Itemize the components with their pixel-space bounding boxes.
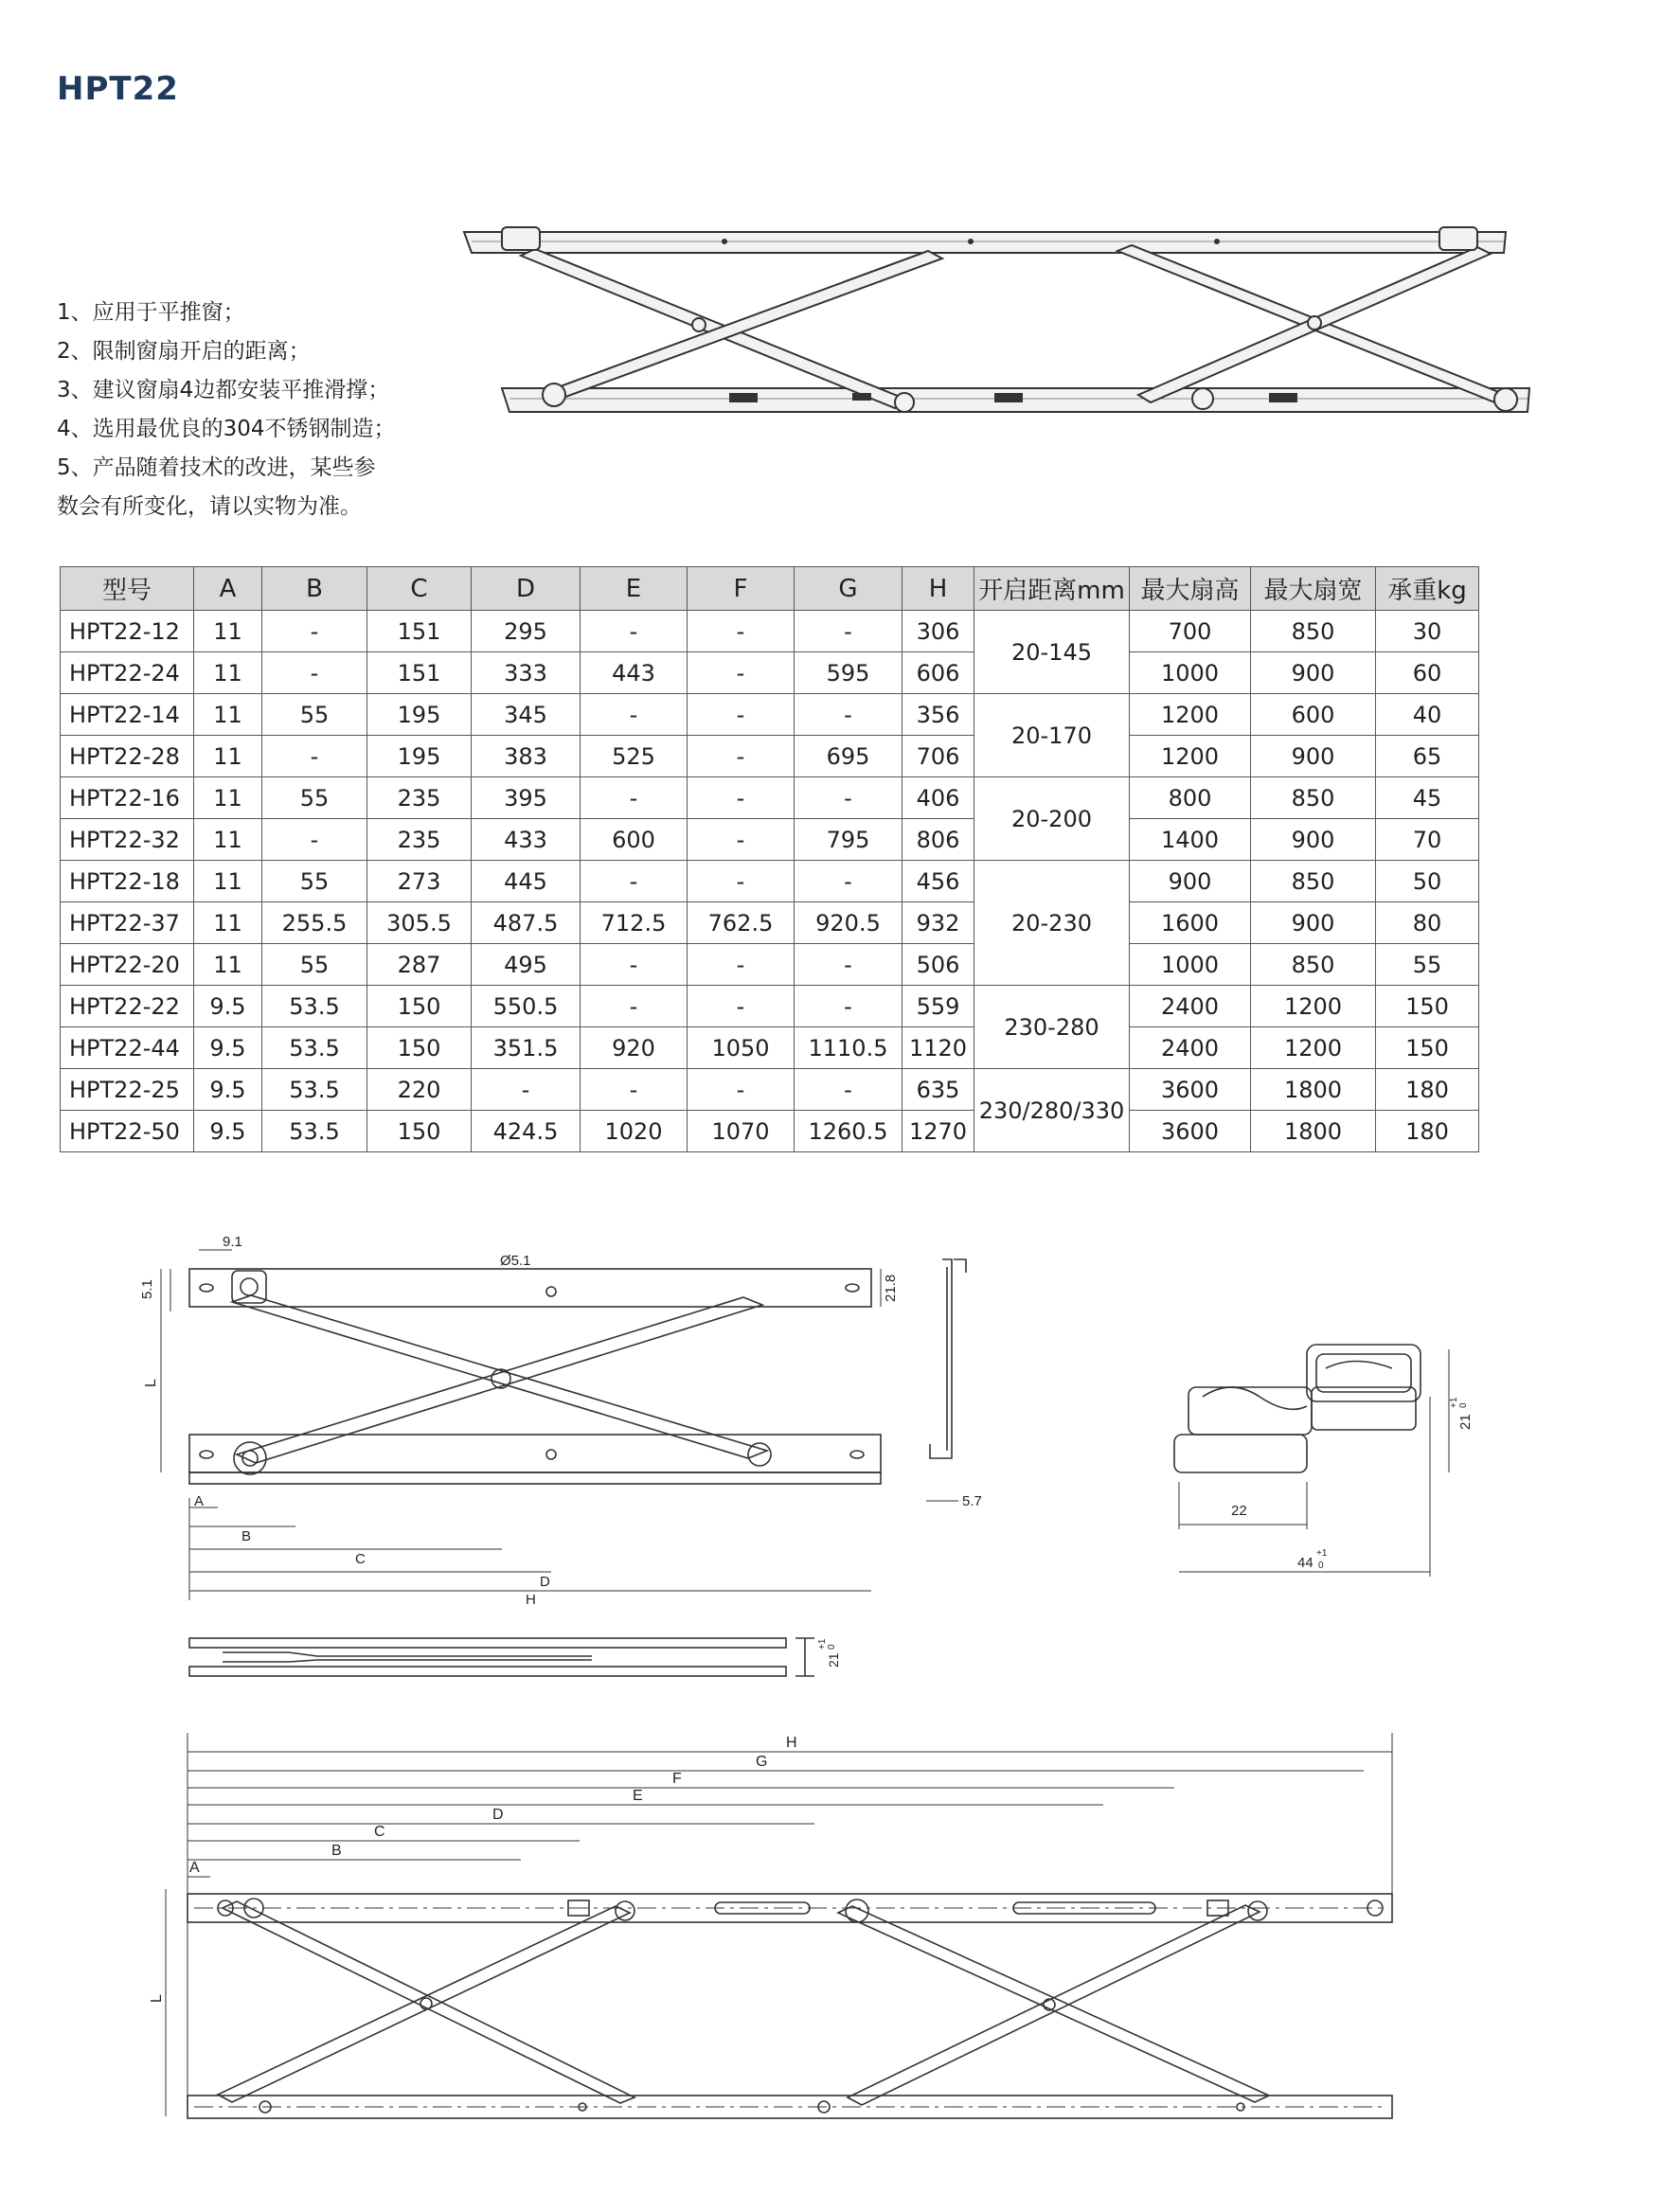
dim-5-7: 5.7 <box>962 1493 982 1509</box>
spec-table <box>60 566 1479 1152</box>
dim-9-1: 9.1 <box>223 1234 242 1250</box>
table-row <box>61 1111 1479 1152</box>
dim-C-double: C <box>374 1824 385 1840</box>
table-cell: 11 <box>194 694 262 736</box>
table-cell: 53.5 <box>262 986 367 1027</box>
table-cell: 395 <box>472 777 581 819</box>
table-cell: 150 <box>367 1111 472 1152</box>
model-cell: HPT22-24 <box>61 652 194 694</box>
table-cell: 600 <box>1251 694 1376 736</box>
table-cell: 1200 <box>1251 986 1376 1027</box>
table-cell: 487.5 <box>472 902 581 944</box>
table-cell: - <box>262 652 367 694</box>
table-cell: - <box>795 986 902 1027</box>
table-cell: 345 <box>472 694 581 736</box>
table-header-cell: 最大扇宽 <box>1251 567 1376 611</box>
table-cell: 180 <box>1376 1111 1479 1152</box>
table-cell: 180 <box>1376 1069 1479 1111</box>
table-cell: 712.5 <box>581 902 688 944</box>
table-cell: - <box>795 1069 902 1111</box>
table-cell: 1050 <box>688 1027 795 1069</box>
table-header-cell: B <box>262 567 367 611</box>
table-cell: 80 <box>1376 902 1479 944</box>
table-cell: 30 <box>1376 611 1479 652</box>
table-header-cell: E <box>581 567 688 611</box>
table-cell: 424.5 <box>472 1111 581 1152</box>
model-cell: HPT22-37 <box>61 902 194 944</box>
table-cell: - <box>581 1069 688 1111</box>
table-cell: 795 <box>795 819 902 861</box>
dim-21-profile: 21 <box>826 1652 841 1668</box>
table-cell: 11 <box>194 777 262 819</box>
table-cell: 333 <box>472 652 581 694</box>
table-header-cell: 承重kg <box>1376 567 1479 611</box>
table-cell: 50 <box>1376 861 1479 902</box>
table-cell: 595 <box>795 652 902 694</box>
model-cell: HPT22-18 <box>61 861 194 902</box>
table-cell: 151 <box>367 652 472 694</box>
hinge-detail-drawing <box>1165 1340 1506 1586</box>
table-row <box>61 611 1479 652</box>
table-cell: - <box>795 694 902 736</box>
table-cell: 235 <box>367 777 472 819</box>
table-cell: 150 <box>367 986 472 1027</box>
table-cell: - <box>581 861 688 902</box>
dim-B-double: B <box>331 1843 342 1859</box>
opening-range-cell: 20-145 <box>974 611 1130 694</box>
table-cell: 762.5 <box>688 902 795 944</box>
tol-44-zero: 0 <box>1318 1561 1324 1571</box>
opening-range-cell: 230/280/330 <box>974 1069 1130 1152</box>
model-cell: HPT22-22 <box>61 986 194 1027</box>
table-cell: 920.5 <box>795 902 902 944</box>
table-cell: - <box>688 1069 795 1111</box>
table-cell: - <box>795 944 902 986</box>
table-cell: 305.5 <box>367 902 472 944</box>
table-cell: 11 <box>194 861 262 902</box>
table-cell: 65 <box>1376 736 1479 777</box>
note-line: 4、选用最优良的304不锈钢制造； <box>57 417 396 441</box>
dim-L-double: L <box>149 1994 165 2003</box>
note-line: 3、建议窗扇4边都安装平推滑撑； <box>57 378 390 402</box>
table-cell: - <box>795 777 902 819</box>
table-cell: 2400 <box>1130 986 1251 1027</box>
dimension-drawing-main <box>139 1231 994 1610</box>
table-header-cell: 开启距离mm <box>974 567 1130 611</box>
dim-L: L <box>143 1379 159 1387</box>
table-cell: 295 <box>472 611 581 652</box>
table-cell: - <box>581 986 688 1027</box>
table-cell: - <box>581 777 688 819</box>
table-cell: 356 <box>902 694 974 736</box>
table-cell: 273 <box>367 861 472 902</box>
table-cell: 920 <box>581 1027 688 1069</box>
model-cell: HPT22-12 <box>61 611 194 652</box>
table-cell: 53.5 <box>262 1027 367 1069</box>
table-header-cell: 型号 <box>61 567 194 611</box>
tol-21-profile-zero: 0 <box>827 1644 837 1650</box>
dim-D-double: D <box>492 1807 504 1823</box>
table-cell: - <box>262 819 367 861</box>
dim-G-double: G <box>756 1754 768 1770</box>
table-row <box>61 944 1479 986</box>
table-cell: 45 <box>1376 777 1479 819</box>
table-cell: 53.5 <box>262 1069 367 1111</box>
opening-range-cell: 230-280 <box>974 986 1130 1069</box>
table-cell: - <box>688 944 795 986</box>
model-cell: HPT22-14 <box>61 694 194 736</box>
table-cell: 1200 <box>1251 1027 1376 1069</box>
table-row <box>61 694 1479 736</box>
table-cell: 55 <box>1376 944 1479 986</box>
model-cell: HPT22-50 <box>61 1111 194 1152</box>
dim-21-8: 21.8 <box>883 1274 899 1302</box>
table-cell: 1200 <box>1130 694 1251 736</box>
table-cell: 235 <box>367 819 472 861</box>
table-header-cell: H <box>902 567 974 611</box>
dim-C: C <box>355 1551 366 1567</box>
table-header-cell: G <box>795 567 902 611</box>
dim-A-double: A <box>189 1860 200 1876</box>
table-header-cell: A <box>194 567 262 611</box>
table-cell: 1110.5 <box>795 1027 902 1069</box>
table-cell: 3600 <box>1130 1069 1251 1111</box>
table-cell: 150 <box>1376 986 1479 1027</box>
table-cell: 559 <box>902 986 974 1027</box>
table-cell: 383 <box>472 736 581 777</box>
table-cell: 550.5 <box>472 986 581 1027</box>
tol-21-profile: +1 <box>817 1638 828 1650</box>
table-cell: 1200 <box>1130 736 1251 777</box>
table-cell: 456 <box>902 861 974 902</box>
page-title: HPT22 <box>57 70 179 108</box>
table-cell: 195 <box>367 694 472 736</box>
table-row <box>61 777 1479 819</box>
model-cell: HPT22-44 <box>61 1027 194 1069</box>
table-cell: 1400 <box>1130 819 1251 861</box>
table-cell: - <box>688 652 795 694</box>
tol-21-zero: 0 <box>1458 1402 1469 1408</box>
table-cell: 1600 <box>1130 902 1251 944</box>
table-row <box>61 902 1479 944</box>
table-cell: 525 <box>581 736 688 777</box>
table-cell: 151 <box>367 611 472 652</box>
model-cell: HPT22-28 <box>61 736 194 777</box>
table-cell: 11 <box>194 944 262 986</box>
table-cell: 150 <box>1376 1027 1479 1069</box>
table-cell: 351.5 <box>472 1027 581 1069</box>
table-cell: 850 <box>1251 944 1376 986</box>
table-cell: 55 <box>262 944 367 986</box>
table-cell: 70 <box>1376 819 1479 861</box>
tol-44: +1 <box>1316 1548 1328 1559</box>
table-cell: 1270 <box>902 1111 974 1152</box>
table-cell: 445 <box>472 861 581 902</box>
table-cell: 1800 <box>1251 1069 1376 1111</box>
table-cell: 932 <box>902 902 974 944</box>
table-cell: 443 <box>581 652 688 694</box>
dim-E-double: E <box>633 1788 643 1804</box>
table-cell: - <box>688 694 795 736</box>
closed-profile-drawing <box>185 1633 942 1690</box>
table-cell: - <box>581 944 688 986</box>
table-cell: - <box>795 861 902 902</box>
opening-range-cell: 20-230 <box>974 861 1130 986</box>
table-cell: 900 <box>1130 861 1251 902</box>
table-row <box>61 652 1479 694</box>
table-cell: 850 <box>1251 777 1376 819</box>
table-cell: 1000 <box>1130 652 1251 694</box>
table-cell: - <box>581 694 688 736</box>
dim-21-detail: 21 <box>1457 1414 1474 1430</box>
dimension-drawing-double <box>142 1719 1411 2164</box>
table-cell: 1800 <box>1251 1111 1376 1152</box>
table-cell: 60 <box>1376 652 1479 694</box>
table-cell: - <box>688 861 795 902</box>
dim-D: D <box>540 1574 550 1590</box>
table-cell: 495 <box>472 944 581 986</box>
table-cell: 9.5 <box>194 1069 262 1111</box>
table-cell: - <box>688 777 795 819</box>
table-cell: 287 <box>367 944 472 986</box>
note-line: 2、限制窗扇开启的距离； <box>57 339 311 364</box>
table-cell: 635 <box>902 1069 974 1111</box>
table-cell: 306 <box>902 611 974 652</box>
table-cell: 150 <box>367 1027 472 1069</box>
table-cell: 900 <box>1251 652 1376 694</box>
table-cell: 9.5 <box>194 1111 262 1152</box>
table-cell: 55 <box>262 861 367 902</box>
dim-22: 22 <box>1231 1503 1247 1519</box>
table-cell: 700 <box>1130 611 1251 652</box>
table-cell: 695 <box>795 736 902 777</box>
table-cell: 606 <box>902 652 974 694</box>
table-cell: 806 <box>902 819 974 861</box>
table-cell: 1070 <box>688 1111 795 1152</box>
table-cell: 900 <box>1251 819 1376 861</box>
table-row <box>61 736 1479 777</box>
table-cell: 55 <box>262 694 367 736</box>
table-cell: 433 <box>472 819 581 861</box>
dim-A: A <box>194 1493 205 1509</box>
dim-B: B <box>241 1528 252 1544</box>
table-row <box>61 1069 1479 1111</box>
table-cell: - <box>688 986 795 1027</box>
table-cell: - <box>262 736 367 777</box>
table-cell: 195 <box>367 736 472 777</box>
table-cell: 1120 <box>902 1027 974 1069</box>
model-cell: HPT22-16 <box>61 777 194 819</box>
dim-F-double: F <box>672 1771 682 1787</box>
table-cell: 11 <box>194 652 262 694</box>
table-cell: 55 <box>262 777 367 819</box>
table-cell: 900 <box>1251 902 1376 944</box>
table-cell: 220 <box>367 1069 472 1111</box>
table-cell: 11 <box>194 736 262 777</box>
tol-21: +1 <box>1449 1397 1459 1408</box>
table-cell: 850 <box>1251 861 1376 902</box>
table-cell: - <box>262 611 367 652</box>
note-line: 5、产品随着技术的改进，某些参 <box>57 455 376 480</box>
table-row <box>61 1027 1479 1069</box>
table-cell: 706 <box>902 736 974 777</box>
table-cell: 9.5 <box>194 986 262 1027</box>
table-cell: 506 <box>902 944 974 986</box>
table-cell: - <box>581 611 688 652</box>
table-header-cell: C <box>367 567 472 611</box>
table-header-cell: 最大扇高 <box>1130 567 1251 611</box>
table-cell: 850 <box>1251 611 1376 652</box>
dim-44: 44 <box>1297 1555 1314 1571</box>
model-cell: HPT22-32 <box>61 819 194 861</box>
table-row <box>61 861 1479 902</box>
table-cell: 1260.5 <box>795 1111 902 1152</box>
dim-5-1: 5.1 <box>139 1279 155 1299</box>
table-row <box>61 819 1479 861</box>
model-cell: HPT22-20 <box>61 944 194 986</box>
table-cell: 800 <box>1130 777 1251 819</box>
table-cell: 255.5 <box>262 902 367 944</box>
dim-H: H <box>526 1592 536 1608</box>
table-cell: 9.5 <box>194 1027 262 1069</box>
product-illustration <box>455 213 1534 440</box>
opening-range-cell: 20-170 <box>974 694 1130 777</box>
table-cell: - <box>688 611 795 652</box>
table-cell: 3600 <box>1130 1111 1251 1152</box>
feature-notes <box>57 294 445 526</box>
dim-hole-5-1: Ø5.1 <box>500 1253 531 1269</box>
table-cell: 1000 <box>1130 944 1251 986</box>
table-cell: 53.5 <box>262 1111 367 1152</box>
table-cell: - <box>688 819 795 861</box>
table-cell: 11 <box>194 819 262 861</box>
table-cell: 900 <box>1251 736 1376 777</box>
table-header-cell: F <box>688 567 795 611</box>
table-cell: 1020 <box>581 1111 688 1152</box>
table-header-cell: D <box>472 567 581 611</box>
model-cell: HPT22-25 <box>61 1069 194 1111</box>
table-cell: 2400 <box>1130 1027 1251 1069</box>
note-line: 数会有所变化，请以实物为准。 <box>57 494 362 519</box>
opening-range-cell: 20-200 <box>974 777 1130 861</box>
table-cell: 11 <box>194 902 262 944</box>
table-cell: 600 <box>581 819 688 861</box>
table-cell: 11 <box>194 611 262 652</box>
table-cell: - <box>688 736 795 777</box>
note-line: 1、应用于平推窗； <box>57 300 245 325</box>
table-cell: - <box>795 611 902 652</box>
dim-H-double: H <box>786 1735 797 1751</box>
table-cell: 40 <box>1376 694 1479 736</box>
table-cell: 406 <box>902 777 974 819</box>
table-row <box>61 986 1479 1027</box>
table-cell: - <box>472 1069 581 1111</box>
